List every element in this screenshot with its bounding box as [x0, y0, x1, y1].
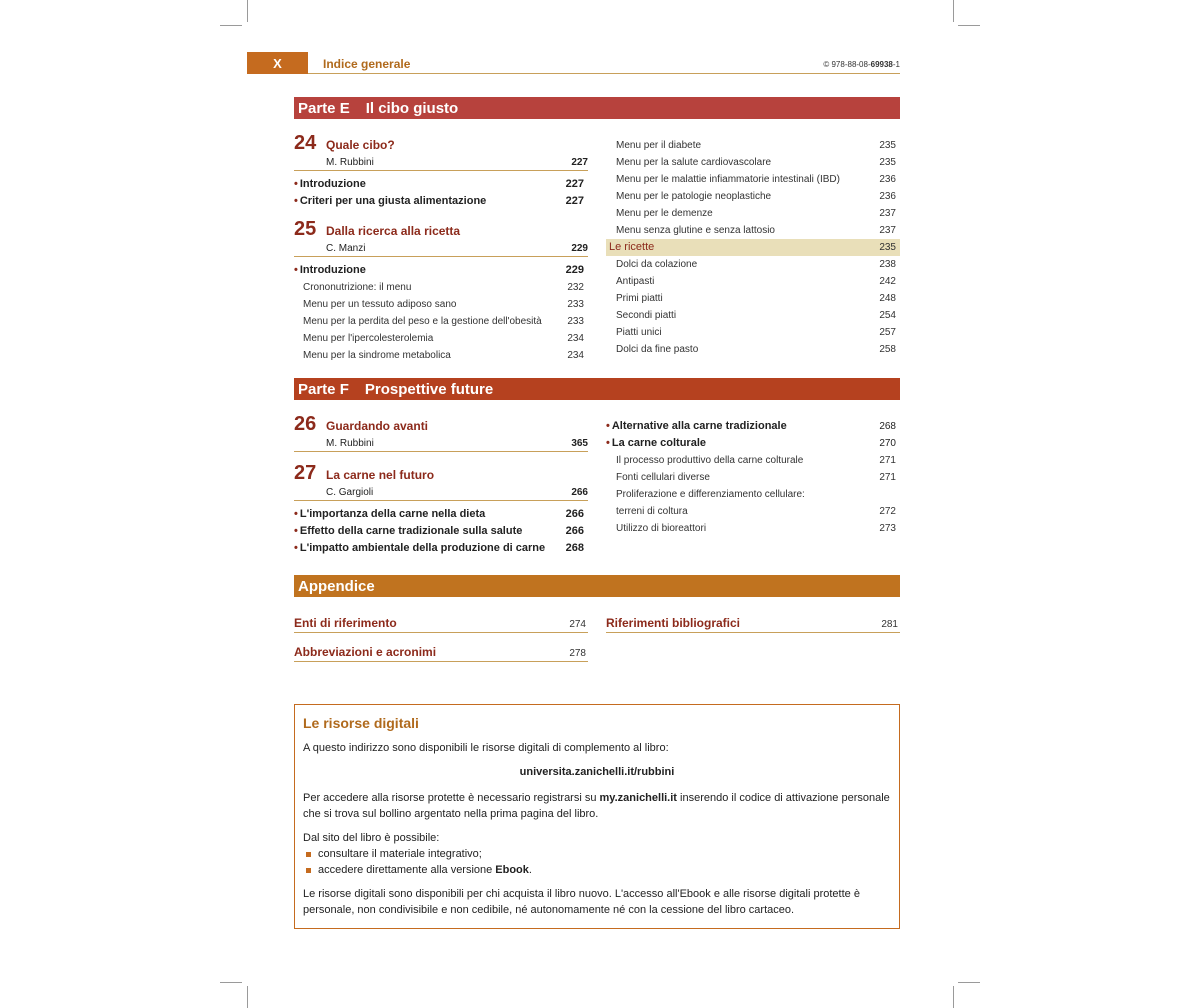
crop-mark [247, 986, 248, 1008]
entry-page: 273 [879, 523, 896, 534]
chapter-27-heading[interactable] [294, 462, 588, 485]
entry-title: Menu per l'ipercolesterolemia [303, 333, 434, 344]
entry-page: 229 [565, 264, 584, 276]
entry-title: Introduzione [299, 264, 366, 276]
toc-entry[interactable] [294, 176, 588, 193]
toc-subentry[interactable] [606, 171, 900, 188]
entry-title: Abbreviazioni e acronimi [294, 645, 437, 659]
entry-title: Fonti cellulari diverse [616, 472, 710, 483]
chapter-author-row [294, 243, 588, 257]
access-pre: Per accedere alla risorse protette è necessario registrarsi su [303, 792, 600, 804]
chapter-page: 227 [571, 157, 588, 168]
resources-list [303, 846, 891, 878]
bullet-icon: • [294, 508, 298, 520]
entry-title: Menu senza glutine e senza lattosio [616, 225, 775, 236]
crop-mark [953, 986, 954, 1008]
toc-entry[interactable] [294, 540, 588, 557]
chapter-page: 266 [571, 487, 588, 498]
toc-subentry[interactable] [606, 452, 900, 469]
entry-page: 236 [879, 174, 896, 185]
header-rule [308, 73, 900, 74]
ebook-label: Ebook [495, 864, 529, 876]
entry-title: Menu per la salute cardiovascolare [616, 157, 772, 168]
toc-subentry[interactable] [606, 222, 900, 239]
part-e-right-column [606, 137, 900, 358]
part-e-bar [294, 97, 900, 119]
entry-title: terreni di coltura [616, 506, 688, 517]
chapter-author-row [294, 438, 588, 452]
toc-subentry[interactable] [606, 341, 900, 358]
entry-title: Antipasti [616, 276, 655, 287]
entry-page: 254 [879, 310, 896, 321]
entry-page: 234 [567, 333, 584, 344]
entry-page: 236 [879, 191, 896, 202]
entry-page: 232 [567, 282, 584, 293]
chapter-author-row [294, 487, 588, 501]
box-title: Le risorse digitali [303, 715, 419, 731]
entry-page: 238 [879, 259, 896, 270]
entry-title: Menu per un tessuto adiposo sano [303, 299, 457, 310]
toc-subentry[interactable] [606, 137, 900, 154]
bullet-icon: • [606, 420, 610, 432]
entry-page: 271 [879, 472, 896, 483]
entry-page: 272 [879, 506, 896, 517]
bullet-icon: • [294, 264, 298, 276]
entry-title: Menu per le patologie neoplastiche [616, 191, 772, 202]
isbn [823, 60, 900, 69]
entry-title: Secondi piatti [616, 310, 677, 321]
access-link[interactable]: my.zanichelli.it [599, 792, 677, 804]
entry-page: 234 [567, 350, 584, 361]
entry-title: Dolci da colazione [616, 259, 698, 270]
toc-entry[interactable] [606, 435, 900, 452]
entry-title: Riferimenti bibliografici [606, 616, 741, 630]
entry-title: Menu per il diabete [616, 140, 702, 151]
toc-entry[interactable] [606, 418, 900, 435]
dal-sito: Dal sito del libro è possibile: [303, 832, 440, 844]
access-paragraph [303, 790, 891, 822]
bullet-icon: • [294, 542, 298, 554]
entry-title: Utilizzo di bioreattori [616, 523, 707, 534]
chapter-title: La carne nel futuro [326, 468, 435, 482]
isbn-bold: 69938 [870, 60, 893, 69]
entry-page: 235 [879, 242, 896, 253]
entry-title: Alternative alla carne tradizionale [611, 420, 787, 432]
toc-subentry[interactable] [606, 486, 900, 503]
part-e-title: Il cibo giusto [365, 99, 459, 117]
appendix-entry-enti[interactable] [294, 616, 588, 633]
entry-page: 242 [879, 276, 896, 287]
appendix-entry-riferimenti[interactable] [606, 616, 900, 633]
entry-page: 278 [569, 648, 586, 659]
chapter-24-heading[interactable] [294, 132, 588, 155]
entry-title: Menu per la sindrome metabolica [303, 350, 451, 361]
bullet-icon: • [606, 437, 610, 449]
entry-page: 271 [879, 455, 896, 466]
chapter-number: 27 [294, 462, 317, 484]
entry-page: 274 [569, 619, 586, 630]
entry-page: 268 [565, 542, 584, 554]
list-item [303, 862, 891, 878]
part-f-left-column [294, 413, 588, 557]
isbn-suffix: -1 [892, 60, 900, 69]
entry-page: 233 [567, 299, 584, 310]
box-intro: A questo indirizzo sono disponibili le risorse digitali di complemento al libro: [303, 742, 669, 754]
chapter-26-heading[interactable] [294, 413, 588, 436]
crop-mark [247, 0, 248, 22]
list-item-text: consultare il materiale integrativo; [318, 848, 482, 860]
entry-title: L'importanza della carne nella dieta [299, 508, 486, 520]
entry-page: 235 [879, 157, 896, 168]
entry-title: Dolci da fine pasto [616, 344, 699, 355]
entry-title: Criteri per una giusta alimentazione [299, 195, 487, 207]
entry-page: 227 [565, 195, 584, 207]
entry-page: 268 [879, 421, 896, 432]
entry-title: La carne colturale [611, 437, 707, 449]
entry-title: Menu per la perdita del peso e la gestione dell'obesità [303, 316, 542, 327]
entry-title: Le ricette [609, 241, 655, 253]
crop-mark [958, 25, 980, 26]
entry-page: 248 [879, 293, 896, 304]
page-number: X [247, 52, 308, 74]
toc-subentry[interactable] [606, 205, 900, 222]
entry-page: 281 [881, 619, 898, 630]
crop-mark [220, 25, 242, 26]
chapter-number: 26 [294, 413, 317, 435]
isbn-prefix: © 978-88-08- [823, 60, 871, 69]
chapter-title: Dalla ricerca alla ricetta [326, 224, 461, 238]
chapter-author-row [294, 157, 588, 171]
part-f-label: Parte F [298, 380, 349, 398]
toc-entry[interactable] [294, 506, 588, 523]
part-f-bar [294, 378, 900, 400]
toc-subentry[interactable] [294, 313, 588, 330]
chapter-title: Guardando avanti [326, 419, 429, 433]
part-e-label: Parte E [298, 99, 350, 117]
entry-page: 257 [879, 327, 896, 338]
chapter-title: Quale cibo? [326, 138, 395, 152]
toc-subentry[interactable] [606, 469, 900, 486]
final-paragraph: Le risorse digitali sono disponibili per chi acquista il libro nuovo. L'accesso all'Ebook e alle risorse digitali protette è personale, non condivisibile e non cedibile, né autonomamente né con la cessione del libro cartaceo. [303, 888, 860, 916]
entry-title: Menu per le demenze [616, 208, 713, 219]
entry-title: L'impatto ambientale della produzione di carne [299, 542, 546, 554]
part-f-title: Prospettive future [364, 380, 494, 398]
appendice-title: Appendice [298, 577, 375, 595]
list-item [303, 846, 891, 862]
bullet-icon: • [294, 525, 298, 537]
toc-subentry[interactable] [606, 290, 900, 307]
toc-subentry[interactable] [606, 324, 900, 341]
le-ricette-entry[interactable] [606, 239, 900, 256]
entry-title: Introduzione [299, 178, 366, 190]
toc-subentry[interactable] [294, 330, 588, 347]
entry-page: 258 [879, 344, 896, 355]
crop-mark [220, 982, 242, 983]
entry-page: 266 [565, 525, 584, 537]
toc-subentry[interactable] [294, 296, 588, 313]
running-title: Indice generale [323, 57, 411, 71]
toc-subentry[interactable] [606, 520, 900, 537]
entry-page: 237 [879, 225, 896, 236]
list-item-post: . [528, 864, 532, 876]
part-f-right-column [606, 418, 900, 537]
toc-subentry[interactable] [606, 273, 900, 290]
entry-title: Enti di riferimento [294, 616, 397, 630]
toc-entry[interactable] [294, 262, 588, 279]
square-bullet-icon [306, 868, 311, 873]
toc-subentry[interactable] [294, 347, 588, 364]
toc-subentry[interactable] [606, 503, 900, 520]
chapter-number: 24 [294, 132, 317, 154]
bullet-icon: • [294, 178, 298, 190]
toc-subentry[interactable] [606, 154, 900, 171]
resources-url[interactable]: universita.zanichelli.it/rubbini [519, 766, 675, 778]
toc-subentry[interactable] [606, 307, 900, 324]
entry-page: 233 [567, 316, 584, 327]
entry-page: 266 [565, 508, 584, 520]
entry-title: Crononutrizione: il menu [303, 282, 412, 293]
list-item-pre: accedere direttamente alla versione [318, 864, 493, 876]
chapter-number: 25 [294, 218, 317, 240]
toc-entry[interactable] [294, 193, 588, 210]
toc-subentry[interactable] [606, 188, 900, 205]
bullet-icon: • [294, 195, 298, 207]
digital-resources-box [294, 704, 900, 929]
chapter-author: C. Manzi [326, 243, 366, 254]
toc-subentry[interactable] [294, 279, 588, 296]
toc-entry[interactable] [294, 523, 588, 540]
entry-title: Piatti unici [616, 327, 662, 338]
square-bullet-icon [306, 852, 311, 857]
access-post: inserendo il codice di attivazione personale che si trova sul bollino argentato nella prima pagina del libro. [303, 792, 890, 820]
entry-page [896, 486, 900, 503]
entry-title: Primi piatti [616, 293, 663, 304]
chapter-author: M. Rubbini [326, 438, 374, 449]
entry-title: Menu per le malattie infiammatorie intestinali (IBD) [616, 174, 840, 185]
appendix-entry-abbreviazioni[interactable] [294, 645, 588, 662]
chapter-page: 229 [571, 243, 588, 254]
entry-title: Effetto della carne tradizionale sulla salute [299, 525, 523, 537]
crop-mark [958, 982, 980, 983]
entry-page: 270 [879, 438, 896, 449]
chapter-page: 365 [571, 438, 588, 449]
entry-title: Il processo produttivo della carne colturale [616, 455, 804, 466]
entry-page: 237 [879, 208, 896, 219]
crop-mark [953, 0, 954, 22]
entry-title: Proliferazione e differenziamento cellulare: [616, 489, 805, 500]
entry-page: 235 [879, 140, 896, 151]
appendice-bar [294, 575, 900, 597]
entry-page: 227 [565, 178, 584, 190]
chapter-author: C. Gargioli [326, 487, 374, 498]
chapter-25-heading[interactable] [294, 218, 588, 241]
part-e-left-column [294, 132, 588, 364]
chapter-author: M. Rubbini [326, 157, 374, 168]
toc-subentry[interactable] [606, 256, 900, 273]
